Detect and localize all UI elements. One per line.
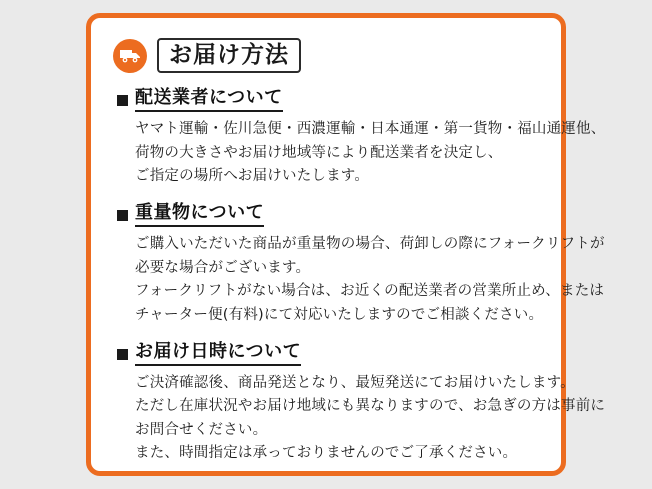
body-line: お問合せください。: [135, 421, 268, 438]
section-heading-row: [117, 202, 539, 227]
square-bullet-icon: [117, 349, 128, 360]
section-title: 配送業者について: [135, 87, 283, 112]
body-line: ただし在庫状況やお届け地域にも異なりますので、お急ぎの方は事前に: [135, 398, 606, 415]
section-heading-row: [117, 341, 539, 366]
section-title: お届け日時について: [135, 341, 301, 366]
body-line: 必要な場合がございます。: [135, 259, 311, 276]
section-body: [135, 118, 606, 188]
square-bullet-icon: [117, 95, 128, 106]
section-heading-row: [117, 87, 539, 112]
square-bullet-icon: [117, 210, 128, 221]
body-line: ご指定の場所へお届けいたします。: [135, 168, 370, 184]
section-delivery-datetime: [113, 341, 606, 466]
body-line: また、時間指定は承っておりませんのでご了承ください。: [135, 445, 518, 462]
section-shipping-carriers: [113, 87, 606, 188]
body-line: チャーター便(有料)にて対応いたしますのでご相談ください。: [135, 306, 544, 323]
panel-header: [113, 38, 539, 73]
section-heavy-items: [113, 202, 605, 327]
body-line: 荷物の大きさやお届け地域等により配送業者を決定し、: [135, 144, 503, 161]
body-line: ヤマト運輸・佐川急便・西濃運輸・日本通運・第一貨物・福山通運他、: [135, 121, 606, 138]
section-body: [135, 372, 606, 466]
delivery-info-panel: [86, 13, 606, 476]
body-line: ご購入いただいた商品が重量物の場合、荷卸しの際にフォークリフトが: [135, 236, 605, 253]
delivery-truck-icon: [113, 39, 147, 73]
panel-title: お届け方法: [157, 38, 301, 73]
body-line: ご決済確認後、商品発送となり、最短発送にてお届けいたします。: [135, 374, 575, 391]
body-line: フォークリフトがない場合は、お近くの配送業者の営業所止め、または: [135, 283, 605, 300]
section-title: 重量物について: [135, 202, 264, 227]
section-body: [135, 233, 605, 327]
